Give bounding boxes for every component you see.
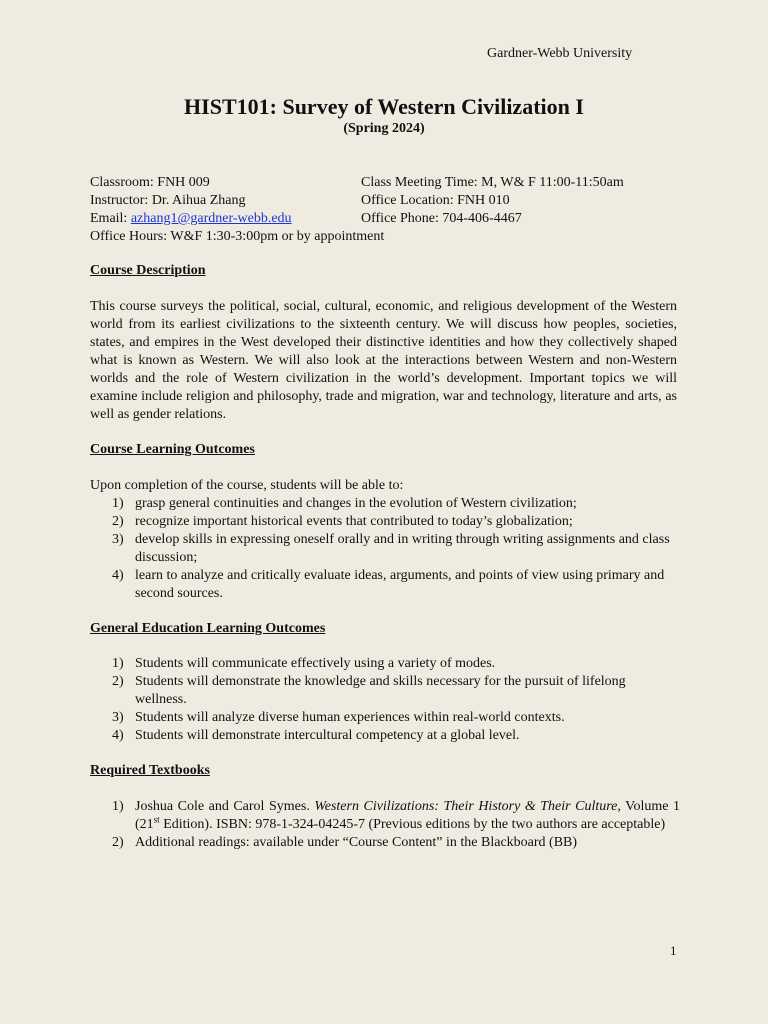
list-item — [90, 495, 680, 513]
list-number: 3) — [112, 532, 124, 547]
email-link[interactable]: azhang1@gardner-webb.edu — [130, 211, 292, 226]
list-text: Students will communicate effectively using a variety of modes. — [135, 656, 496, 671]
list-text: develop skills in expressing oneself orally and in writing through writing assignments and class discussion; — [135, 532, 670, 565]
list-number: 4) — [112, 568, 124, 583]
textbooks-heading: Required Textbooks — [90, 763, 210, 778]
list-item — [90, 798, 680, 834]
info-row — [90, 174, 690, 192]
list-number: 3) — [112, 710, 124, 725]
page-number: 1 — [670, 943, 677, 958]
list-number: 1) — [112, 799, 124, 814]
list-text: recognize important historical events that contributed to today’s globalization; — [135, 514, 573, 529]
list-item — [90, 513, 680, 531]
list-item — [90, 727, 680, 745]
list-number: 4) — [112, 728, 124, 743]
course-description-heading: Course Description — [90, 263, 206, 278]
university-name: Gardner-Webb University — [487, 46, 633, 61]
page-subtitle: (Spring 2024) — [343, 121, 425, 136]
textbook-authors: Joshua Cole and Carol Symes. — [135, 799, 315, 814]
list-text: Students will demonstrate the knowledge and skills necessary for the pursuit of lifelong wellness. — [135, 674, 626, 707]
list-number: 2) — [112, 514, 124, 529]
gen-ed-list — [90, 655, 680, 745]
instructor: Instructor: Dr. Aihua Zhang — [90, 193, 246, 208]
list-item — [90, 655, 680, 673]
textbook-title: Western Civilizations: Their History & Their Culture — [314, 799, 618, 814]
info-row — [90, 192, 690, 210]
info-row — [90, 210, 690, 228]
list-text: Additional readings: available under “Course Content” in the Blackboard (BB) — [135, 835, 578, 850]
office-phone: Office Phone: 704-406-4467 — [361, 211, 522, 226]
textbook-volume: , Volume 1 (21 — [135, 799, 680, 832]
list-item — [90, 531, 680, 567]
classroom: Classroom: FNH 009 — [90, 175, 210, 190]
learning-outcomes-intro: Upon completion of the course, students will be able to: — [90, 478, 404, 493]
email-label: Email: — [90, 211, 131, 226]
list-item — [90, 834, 680, 852]
course-description-text: This course surveys the political, social, cultural, economic, and religious development of the Western world from its earliest civilizations to the sixteenth century. We will discuss how peoples, societies, states, and empires in the West developed their distinctive identities and how they collectively shaped what is known as Western. We will also look at the interactions between Western and non-Western worlds and the role of Western civilization in the world’s development. Important topics we will examine include religion and philosophy, trade and migration, war and technology, literature and arts, as well as gender relations. — [90, 299, 677, 422]
list-item — [90, 567, 680, 603]
textbooks-list — [90, 798, 680, 852]
list-text: Students will demonstrate intercultural competency at a global level. — [135, 728, 520, 743]
edition-superscript: st — [153, 814, 160, 825]
learning-outcomes-heading: Course Learning Outcomes — [90, 442, 255, 457]
list-number: 1) — [112, 656, 124, 671]
meeting-time: Class Meeting Time: M, W& F 11:00-11:50am — [361, 175, 624, 190]
list-item — [90, 709, 680, 727]
list-item — [90, 673, 680, 709]
list-text: learn to analyze and critically evaluate ideas, arguments, and points of view using primary and second sources. — [135, 568, 665, 601]
list-number: 2) — [112, 835, 124, 850]
list-text: grasp general continuities and changes in the evolution of Western civilization; — [135, 496, 577, 511]
learning-outcomes-list — [90, 495, 680, 603]
page-title: HIST101: Survey of Western Civilization I — [184, 94, 584, 119]
info-row — [90, 228, 690, 246]
list-number: 1) — [112, 496, 124, 511]
list-number: 2) — [112, 674, 124, 689]
list-text: Students will analyze diverse human experiences within real-world contexts. — [135, 710, 565, 725]
textbook-details: Edition). ISBN: 978-1-324-04245-7 (Previous editions by the two authors are acceptable) — [159, 817, 666, 832]
office-location: Office Location: FNH 010 — [361, 193, 510, 208]
gen-ed-heading: General Education Learning Outcomes — [90, 621, 326, 636]
office-hours: Office Hours: W&F 1:30-3:00pm or by appointment — [90, 229, 385, 244]
course-info-block — [90, 174, 690, 246]
